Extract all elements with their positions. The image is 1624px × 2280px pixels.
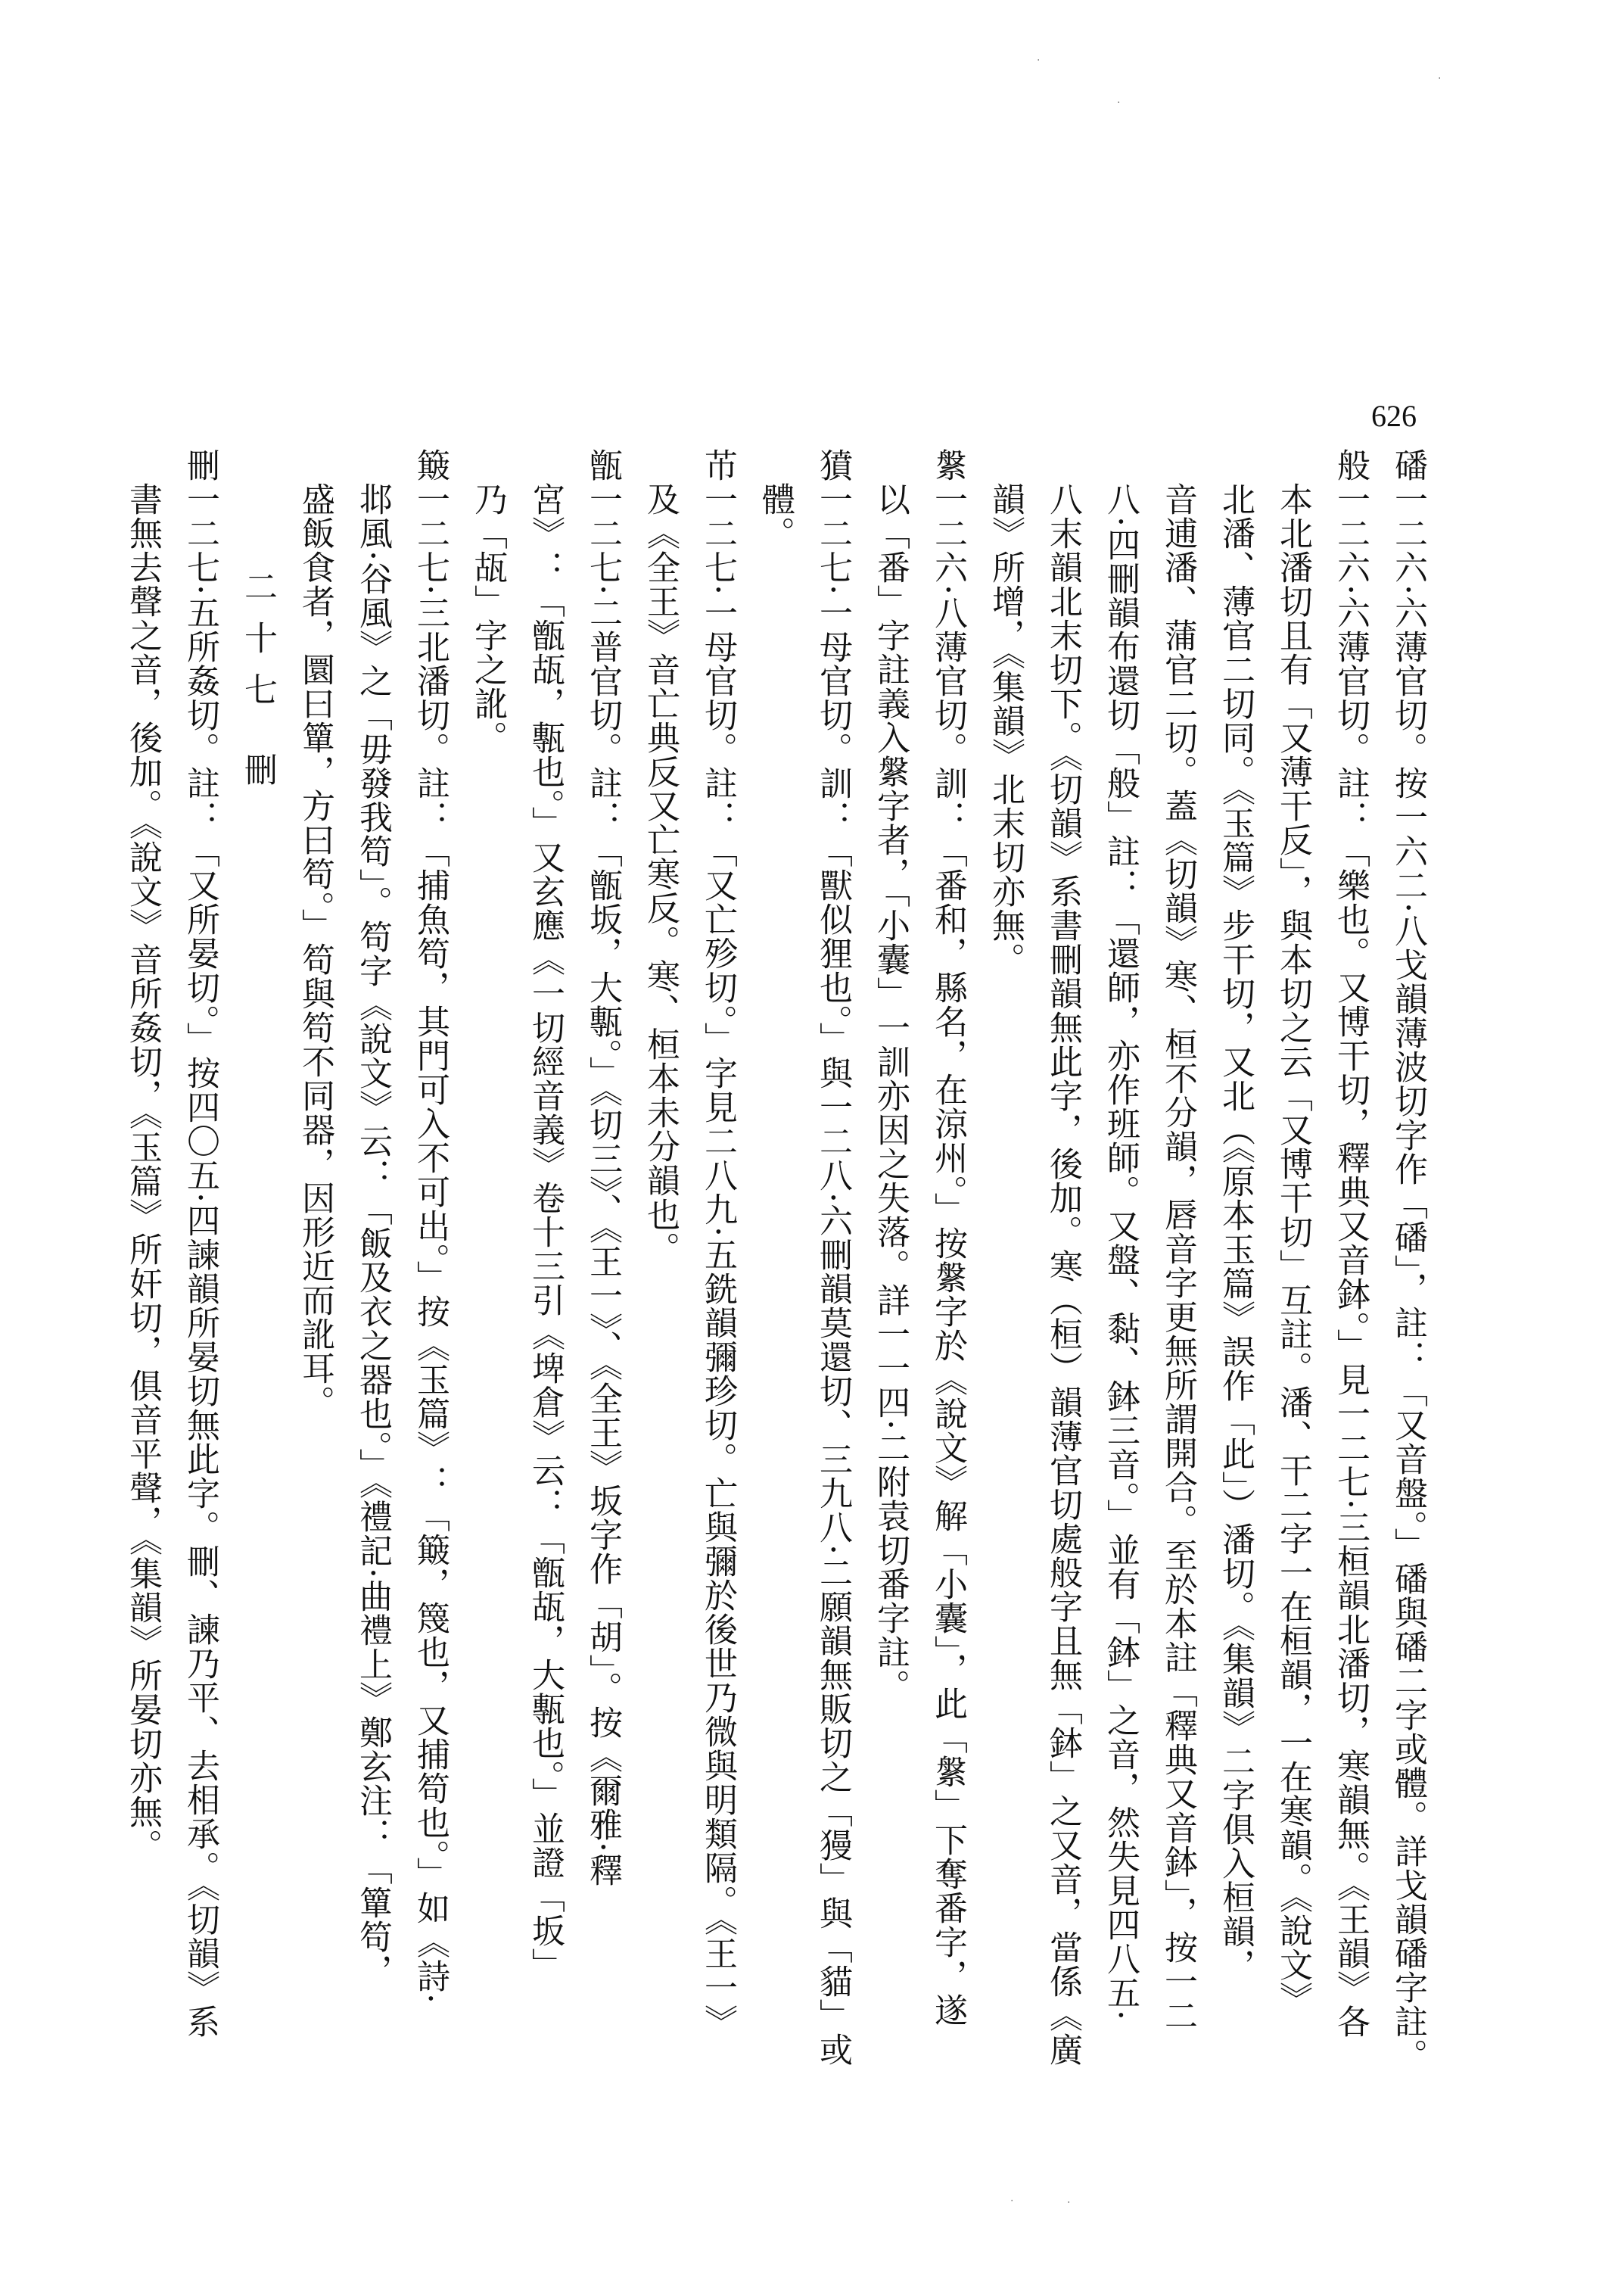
entry-line: 芇一二七·一母官切。註：「又亡殄切。」字見二八九·五銑韻彌珍切。亡與彌於後世乃微與明類隔。《王一》 (698, 448, 737, 2039)
continuation-line: 以「番」字註義入縏字者，「小囊」一訓亦因之失落。詳一一四·二附袁切番字註。 (871, 482, 910, 1703)
continuation-line: 及《全王》音亡典反又亡寒反。寒、桓本未分韻也。 (641, 482, 680, 1266)
page-number: 626 (1371, 399, 1417, 433)
continuation-line: 邶風·谷風》之「毋發我笱」。笱字《說文》云：「飯及衣之器也。」《禮記·曲禮上》鄭玄注：「簞笱， (353, 482, 392, 1988)
continuation-line: 乃「瓳」字之訛。 (468, 482, 507, 755)
scan-speck: · (1438, 73, 1442, 85)
scan-speck: · (1037, 55, 1041, 67)
entry-line: 般一二六·六薄官切。註：「樂也。又博干切，釋典又音鉢。」見一二七·三桓韻北潘切，寒韻無。《王韻》各 (1331, 448, 1370, 2039)
continuation-line: 本北潘切且有「又薄干反」，與本切之云「又博干切」互註。潘、干二字一在桓韻，一在寒韻。《說文》 (1274, 482, 1312, 2016)
entry-line: 簸一二七·三北潘切。註：「捕魚笱，其門可入不可出。」按《玉篇》：「簸，篾也，又捕笱也。」如《詩· (411, 448, 450, 2004)
continuation-line: 宮》：「甑瓳，甎也。」又玄應《一切經音義》卷十三引《埤倉》云：「甑瓳，大甎也。」並證「坂」 (526, 482, 565, 1982)
continuation-line: 音逋潘、蒲官二切。蓋《切韻》寒、桓不分韻，唇音字更無所謂開合。至於本註「釋典又音鉢」，按一二 (1159, 482, 1197, 2032)
scan-speck: · (1117, 97, 1121, 109)
continuation-line: 體。 (756, 482, 795, 550)
continuation-line: 八末韻北末切下。《切韻》系書刪韻無此字，後加。寒（桓）韻薄官切處般字且無「鉢」之又音，當係《廣 (1044, 482, 1082, 2067)
document-body (114, 448, 1436, 2182)
entry-line: 磻一二六·六薄官切。按一六二·八戈韻薄波切字作「磻」，註：「又音盤。」磻與磻二字或體。詳戈韻磻字註。 (1389, 448, 1427, 2073)
entry-line: 刪一二七·五所姦切。註：「又所晏切。」按四〇五·四諫韻所晏切無此字。刪、諫乃平、去相承。《切韻》系 (181, 448, 219, 2039)
continuation-line: 八·四刪韻布還切「般」註：「還師，亦作班師。又盤、黏、鉢三音。」並有「鉢」之音，然失見四八五· (1101, 482, 1140, 2021)
entry-line: 縏一二六·八薄官切。訓：「番和，縣名，在涼州。」按縏字於《說文》解「小囊」，此「縏」下奪番字，遂 (929, 448, 967, 2027)
scan-speck: · (1010, 2195, 1014, 2207)
continuation-line: 北潘、薄官二切同。《玉篇》步干切，又北（《原本玉篇》誤作「此」）潘切。《集韻》二字俱入桓韻， (1216, 482, 1255, 1983)
section-heading: 二十七 刪 (238, 569, 277, 804)
entry-line: 甑一二七·二普官切。註：「甑坂，大甎。」《切三》、《王一》、《全王》坂字作「胡」。按《爾雅·釋 (583, 448, 622, 1887)
continuation-line: 書無去聲之音，後加。《說文》音所姦切，《玉篇》所奸切，俱音平聲，《集韻》所晏切亦無。 (123, 482, 162, 1863)
scan-speck: · (1067, 2197, 1071, 2209)
entry-line: 獖一二七·一母官切。訓：「獸似狸也。」與一二八·六刪韻莫還切、三九八·二願韻無販切之「獌」與「貓」或 (814, 448, 852, 2067)
continuation-line: 韻》所增，《集韻》北末切亦無。 (986, 482, 1025, 976)
continuation-line: 盛飯食者，圜曰簞，方曰笱。」笱與笱不同器，因形近而訛耳。 (296, 482, 334, 1419)
